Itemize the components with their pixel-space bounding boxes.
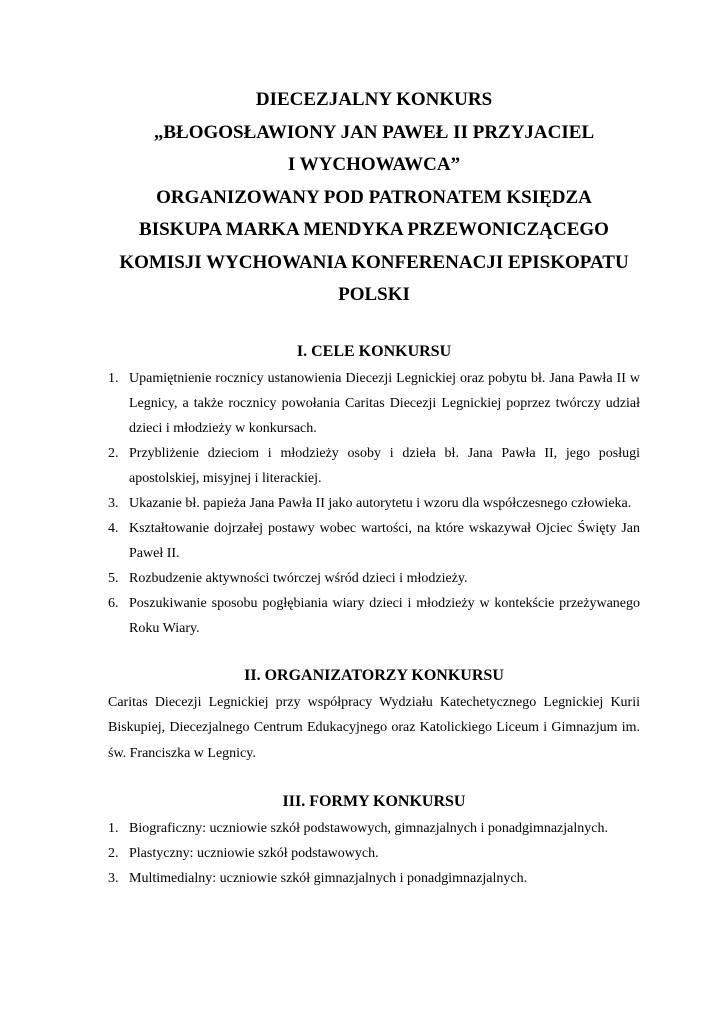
goals-list: [108, 366, 640, 641]
forms-list: [108, 816, 640, 891]
list-text: Rozbudzenie aktywności twórczej wśród dzieci i młodzieży.: [129, 570, 468, 586]
list-text: Upamiętnienie rocznicy ustanowienia Diecezji Legnickiej oraz pobytu bł. Jana Pawła II w Legnicy, a także rocznicy powołania Caritas Diecezji Legnickiej poprzez twórczy udział dzieci i młodzieży w konkursach.: [129, 370, 640, 436]
title-line: KOMISJI WYCHOWANIA KONFERENACJI EPISKOPATU: [119, 251, 629, 273]
document-page: [108, 84, 640, 891]
list-text: Kształtowanie dojrzałej postawy wobec wartości, na które wskazywał Ojciec Święty Jan Paweł II.: [129, 520, 640, 561]
title-line: ORGANIZOWANY POD PATRONATEM KSIĘDZA: [156, 186, 592, 208]
section-heading-goals: I. CELE KONKURSU: [296, 342, 452, 360]
title-line: „BŁOGOSŁAWIONY JAN PAWEŁ II PRZYJACIEL: [153, 121, 595, 143]
list-item: [108, 441, 640, 491]
title-line: I WYCHOWAWCA”: [287, 154, 461, 175]
list-item: [108, 491, 640, 516]
list-item: [108, 516, 640, 566]
list-number: 1.: [108, 821, 119, 836]
list-item: [108, 816, 640, 841]
document-title: [108, 84, 640, 312]
list-number: 3.: [108, 495, 119, 511]
title-line: BISKUPA MARKA MENDYKA PRZEWONICZĄCEGO: [139, 219, 609, 240]
section-heading-organizers: II. ORGANIZATORZY KONKURSU: [244, 666, 504, 684]
list-text: Przybliżenie dzieciom i młodzieży osoby i dzieła bł. Jana Pawła II, jego posługi apostolskiej, misyjnej i literackiej.: [129, 445, 640, 486]
list-text: Ukazanie bł. papieża Jana Pawła II jako autorytetu i wzoru dla współczesnego człowieka.: [129, 495, 632, 511]
list-text: Biograficzny: uczniowie szkół podstawowych, gimnazjalnych i ponadgimnazjalnych.: [129, 821, 608, 836]
list-number: 3.: [108, 871, 119, 886]
list-number: 1.: [108, 370, 119, 386]
list-item: [108, 366, 640, 441]
list-number: 6.: [108, 595, 119, 611]
list-item: [108, 566, 640, 591]
list-number: 2.: [108, 445, 119, 461]
title-line: DIECEZJALNY KONKURS: [255, 89, 493, 110]
title-line: POLSKI: [338, 284, 410, 305]
list-item: [108, 866, 640, 891]
list-number: 4.: [108, 520, 119, 536]
list-text: Multimedialny: uczniowie szkół gimnazjalnych i ponadgimnazjalnych.: [129, 871, 528, 886]
list-number: 2.: [108, 846, 119, 861]
list-number: 5.: [108, 570, 119, 586]
list-text: Plastyczny: uczniowie szkół podstawowych.: [129, 846, 379, 861]
list-item: [108, 841, 640, 866]
list-item: [108, 591, 640, 641]
section-heading-forms: III. FORMY KONKURSU: [282, 793, 466, 810]
organizers-paragraph: Caritas Diecezji Legnickiej przy współpracy Wydziału Katechetycznego Legnickiej Kurii Biskupiej, Diecezjalnego Centrum Edukacyjnego oraz Katolickiego Liceum i Gimnazjum im. św. Franciszka w Legnicy.: [108, 694, 640, 761]
list-text: Poszukiwanie sposobu pogłębiania wiary dzieci i młodzieży w kontekście przeżywanego Roku Wiary.: [129, 595, 640, 636]
